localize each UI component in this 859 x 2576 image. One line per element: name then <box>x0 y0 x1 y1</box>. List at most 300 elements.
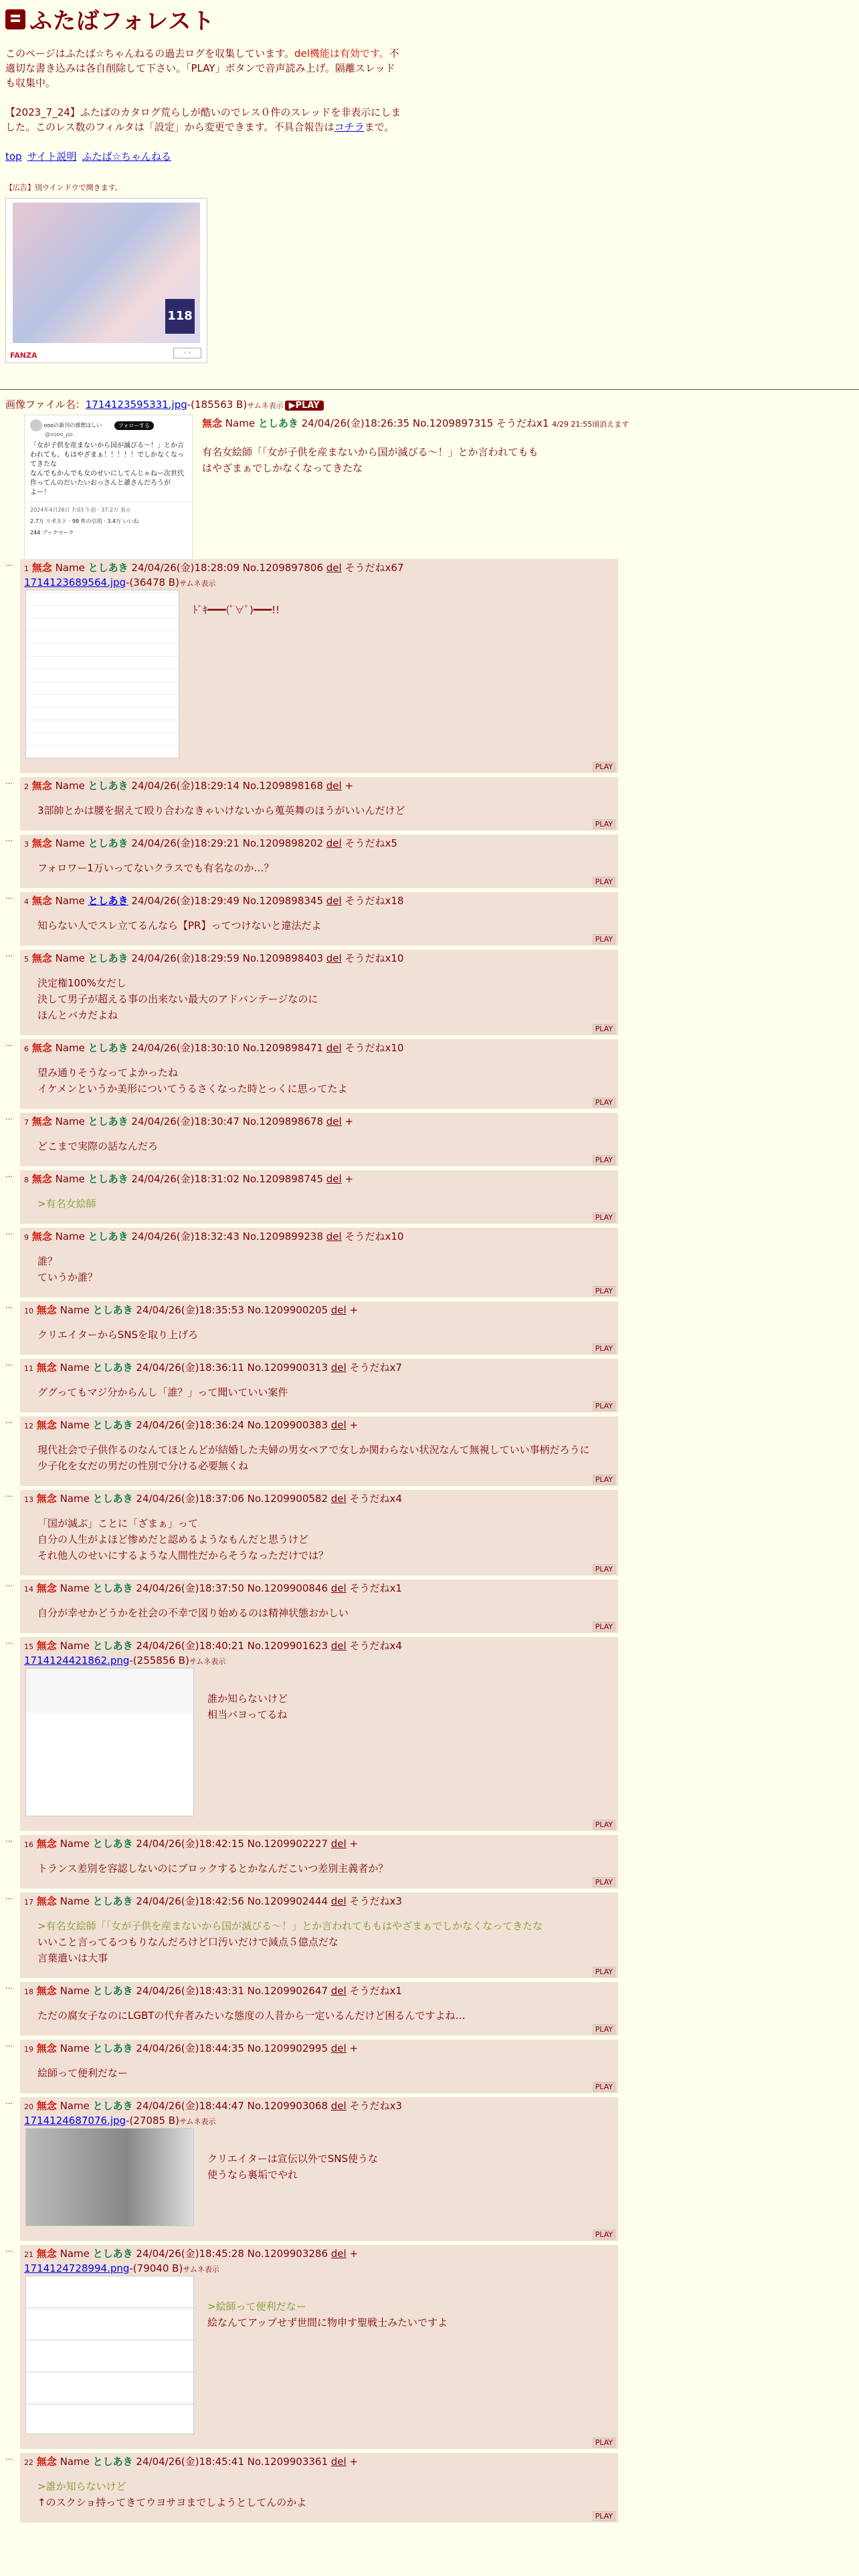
reply-number: 4 <box>24 897 29 906</box>
reply-no: No.1209899238 <box>242 1230 323 1243</box>
op-play-button[interactable]: ▶PLAY <box>285 401 324 411</box>
reply-text <box>37 975 615 1023</box>
futaba-logo-icon[interactable] <box>5 9 25 29</box>
reply-post <box>5 892 618 946</box>
reply-no: No.1209898403 <box>242 952 323 964</box>
sodane-button[interactable]: + <box>345 1115 354 1128</box>
reply-datetime: 24/04/26(金)18:29:14 <box>131 780 240 792</box>
reply-post <box>5 1301 618 1355</box>
reply-body <box>20 2097 618 2241</box>
reply-body <box>20 1359 618 1412</box>
reply-number: 2 <box>24 782 29 791</box>
ad-carousel-controls[interactable]: ‹ › <box>173 348 201 358</box>
op-file-link[interactable]: 1714123595331.jpg <box>85 399 187 411</box>
reply-file-line <box>24 1654 615 1667</box>
reply-header <box>24 1491 615 1507</box>
reply-datetime: 24/04/26(金)18:36:11 <box>136 1362 244 1374</box>
reply-no: No.1209898678 <box>242 1115 323 1128</box>
sodane-button[interactable]: + <box>349 2248 359 2260</box>
reply-header <box>24 836 615 852</box>
del-button[interactable]: del <box>330 2042 347 2054</box>
reply-text <box>37 1605 615 1621</box>
sodane-button[interactable]: + <box>349 1304 359 1316</box>
reply-subject: 無念 <box>36 2100 57 2112</box>
reply-no: No.1209898345 <box>242 895 323 907</box>
reply-name-label: Name <box>55 895 85 907</box>
reply-name: としあき <box>88 1230 128 1243</box>
play-button[interactable]: PLAY <box>593 1564 615 1574</box>
text-line: フォロワー1万いってないクラスでも有名なのか…？ <box>37 862 274 874</box>
del-button[interactable]: del <box>330 2456 347 2468</box>
report-link[interactable]: コチラ <box>334 121 365 133</box>
reply-datetime: 24/04/26(金)18:36:24 <box>136 1419 244 1431</box>
reply-name-label: Name <box>55 1230 85 1243</box>
reply-name: としあき <box>92 1362 133 1374</box>
text-line: トランス差別を容認しないのにブロックするとかなんだこいつ差別主義者か？ <box>37 1862 389 1874</box>
text-line: 使うなら裏垢でやれ <box>207 2169 298 2181</box>
reply-header <box>24 1983 615 2000</box>
text-line: 3部帥とかは腰を据えて殴り合わなきゃいけないから蒐英舞のほうがいいんだけど <box>37 804 405 817</box>
reply-marker: … <box>5 1835 12 1844</box>
play-button[interactable]: PLAY <box>593 934 615 944</box>
reply-post <box>5 1835 618 1889</box>
reply-header <box>24 1836 615 1852</box>
play-button[interactable]: PLAY <box>593 1401 615 1411</box>
ad-badge: 118 <box>165 299 195 334</box>
reply-datetime: 24/04/26(金)18:43:31 <box>136 1985 244 1997</box>
reply-name-label: Name <box>60 1419 90 1431</box>
del-button[interactable]: del <box>330 2248 347 2260</box>
play-button[interactable]: PLAY <box>593 1344 615 1354</box>
reply-datetime: 24/04/26(金)18:35:53 <box>136 1304 244 1316</box>
reply-number: 3 <box>24 840 29 849</box>
play-button[interactable]: PLAY <box>593 1877 615 1887</box>
reply-body <box>20 1893 618 1978</box>
reply-no: No.1209900846 <box>247 1582 328 1594</box>
sodane-button[interactable]: そうだねx1 <box>349 1582 402 1594</box>
reply-number: 21 <box>24 2250 33 2259</box>
reply-body <box>20 2245 618 2449</box>
reply-no: No.1209898745 <box>242 1173 323 1185</box>
reply-datetime: 24/04/26(金)18:44:47 <box>136 2100 244 2112</box>
del-button[interactable]: del <box>330 1582 347 1594</box>
reply-file-link[interactable]: 1714124728994.png <box>24 2262 130 2274</box>
reply-body <box>20 2040 618 2093</box>
reply-name: としあき <box>92 1838 133 1850</box>
reply-text <box>37 1253 615 1285</box>
reply-post <box>5 777 618 831</box>
reply-header <box>24 2041 615 2057</box>
sodane-button[interactable]: そうだねx10 <box>345 952 404 964</box>
play-button[interactable]: PLAY <box>593 877 615 887</box>
reply-file-line <box>24 576 615 588</box>
reply-marker: … <box>5 2245 12 2254</box>
reply-marker: … <box>5 1170 12 1179</box>
reply-post <box>5 1170 618 1224</box>
reply-name-label: Name <box>55 780 85 792</box>
sodane-button[interactable]: そうだねx3 <box>349 2100 402 2112</box>
reply-name-label: Name <box>60 1640 90 1652</box>
reply-text <box>37 2008 615 2024</box>
reply-no: No.1209898471 <box>242 1042 323 1054</box>
play-button[interactable]: PLAY <box>593 2511 615 2521</box>
del-button[interactable]: del <box>330 1493 347 1505</box>
tweet-text: 「女が子供を産まないから国が滅びる〜！」とか言われても、もはやざまぁ！！！！！でしかなくなってきたな なんでもかんでも女のせいにしてんじゃねー次世代作ってんのだいたいおっさんと爺さんだろうが よー！ <box>30 442 184 496</box>
reply-header <box>24 1581 615 1597</box>
reply-header <box>24 2099 615 2115</box>
play-button[interactable]: PLAY <box>593 1820 615 1830</box>
reply-datetime: 24/04/26(金)18:29:21 <box>131 837 240 849</box>
header-divider <box>0 389 859 390</box>
sodane-button[interactable]: そうだねx67 <box>345 562 404 574</box>
reply-datetime: 24/04/26(金)18:37:50 <box>136 1582 244 1594</box>
reply-body <box>20 1637 618 1831</box>
del-button[interactable]: del <box>326 895 342 907</box>
reply-subject: 無念 <box>31 952 52 964</box>
play-button[interactable]: PLAY <box>593 762 615 772</box>
reply-marker: … <box>5 1039 12 1048</box>
reply-no: No.1209900205 <box>247 1304 328 1316</box>
reply-header <box>24 1041 615 1057</box>
del-button[interactable]: del <box>326 780 342 792</box>
reply-header <box>24 1418 615 1434</box>
reply-body <box>20 1301 618 1355</box>
ad-banner[interactable] <box>5 198 207 363</box>
reply-file-size: -(27085 B) <box>126 2115 179 2127</box>
site-title[interactable]: ふたばフォレスト <box>29 8 215 35</box>
reply-name: としあき <box>92 1304 133 1316</box>
reply-no: No.1209903068 <box>247 2100 328 2112</box>
reply-datetime: 24/04/26(金)18:28:09 <box>131 562 240 574</box>
text-line: 少子化を女だの男だの性別で分ける必要無くね <box>37 1460 249 1472</box>
text-line: 自分が幸せかどうかを社会の不幸で図り始めるのは精神状態おかしい <box>37 1607 349 1619</box>
reply-list <box>5 559 618 2527</box>
op-header: 無念 Name としあき 24/04/26(金)18:26:35 No.1209897315 そうだねx1 4/29 21:55頃消えます <box>202 417 630 429</box>
reply-marker: … <box>5 1893 12 1901</box>
reply-subject: 無念 <box>36 1362 57 1374</box>
reply-subject: 無念 <box>36 2248 57 2260</box>
text-line: 自分の人生がよほど惨めだと認めるようなもんだと思うけど <box>37 1533 309 1545</box>
op-expire: 4/29 21:55頃消えます <box>552 420 630 429</box>
reply-post <box>5 1416 618 1486</box>
del-button[interactable]: del <box>330 1640 347 1652</box>
sodane-button[interactable]: + <box>349 2042 359 2054</box>
reply-datetime: 24/04/26(金)18:45:28 <box>136 2248 244 2260</box>
reply-subject: 無念 <box>36 1493 57 1505</box>
reply-file-size: -(36478 B) <box>126 576 179 588</box>
reply-post <box>5 1982 618 2036</box>
sodane-button[interactable]: そうだねx5 <box>345 837 397 849</box>
reply-datetime: 24/04/26(金)18:32:43 <box>131 1230 240 1243</box>
ad-note: 【広告】別ウインドウで開きます。 <box>5 183 122 192</box>
reply-number: 15 <box>24 1642 33 1651</box>
nav-top-link[interactable]: top <box>5 150 22 163</box>
sodane-button[interactable]: そうだねx3 <box>349 1895 402 1907</box>
reply-post <box>5 1490 618 1576</box>
op-sodane-button[interactable]: そうだねx1 <box>496 417 549 429</box>
reply-body <box>20 559 618 773</box>
play-button[interactable]: PLAY <box>593 2024 615 2034</box>
text-line: 相当バヨってるね <box>207 1709 288 1721</box>
reply-no: No.1209903361 <box>247 2456 328 2468</box>
reply-marker: … <box>5 559 12 568</box>
reply-marker: … <box>5 1982 12 1991</box>
reply-name: としあき <box>88 1173 128 1185</box>
reply-no: No.1209903286 <box>247 2248 328 2260</box>
reply-marker: … <box>5 1490 12 1499</box>
reply-post <box>5 1580 618 1633</box>
reply-header <box>24 1114 615 1130</box>
text-line: 決定権100%女だし <box>37 977 126 989</box>
thumb-toggle[interactable]: サムネ表示 <box>189 1657 226 1666</box>
del-button[interactable]: del <box>326 1230 342 1243</box>
sodane-button[interactable]: + <box>349 2456 359 2468</box>
text-line: イケメンというか美形についてうるさくなった時とっくに思ってたよ <box>37 1083 348 1095</box>
reply-subject: 無念 <box>31 1230 52 1243</box>
del-button[interactable]: del <box>326 562 342 574</box>
reply-name-label: Name <box>55 1173 85 1185</box>
reply-post <box>5 1893 618 1978</box>
reply-subject: 無念 <box>36 1985 57 1997</box>
reply-header <box>24 1360 615 1376</box>
manga-thumbnail[interactable] <box>25 590 179 758</box>
reply-header <box>24 778 615 794</box>
del-button[interactable]: del <box>330 1419 347 1431</box>
reply-header <box>24 1172 615 1188</box>
reply-text <box>37 860 615 876</box>
reply-text <box>37 918 615 934</box>
play-button[interactable]: PLAY <box>593 2230 615 2240</box>
reply-subject: 無念 <box>36 1419 57 1431</box>
play-button[interactable]: PLAY <box>593 1097 615 1107</box>
text-line: 絵師って便利だなー <box>37 2067 128 2079</box>
thumb-toggle[interactable]: サムネ表示 <box>179 2117 216 2126</box>
reply-text <box>37 1860 615 1876</box>
reply-header <box>24 2454 615 2470</box>
reply-text <box>37 1327 615 1343</box>
text-line: 現代社会で子供作るのなんてほとんどが結婚した夫婦の男女ペアで女しか関わらない状況なんて無視していい事柄だろうに <box>37 1444 590 1456</box>
del-button[interactable]: del <box>330 1985 347 1997</box>
reply-text <box>37 1515 615 1564</box>
play-button[interactable]: PLAY <box>593 1286 615 1296</box>
reply-name-label: Name <box>60 2042 90 2054</box>
reply-file-size: -(79040 B) <box>129 2262 183 2274</box>
reply-no: No.1209897806 <box>242 562 323 574</box>
reply-name: としあき <box>92 2248 133 2260</box>
quote-line: >有名女絵師 <box>37 1198 96 1210</box>
reply-body <box>20 1113 618 1166</box>
reply-subject: 無念 <box>36 2042 57 2054</box>
reply-datetime: 24/04/26(金)18:30:10 <box>131 1042 240 1054</box>
reply-name[interactable]: としあき <box>88 895 128 907</box>
reply-file-line <box>24 2262 615 2274</box>
thumb-toggle[interactable]: サムネ表示 <box>179 579 216 588</box>
reply-header <box>24 2246 615 2262</box>
text-line: 言葉遣いは大事 <box>37 1952 108 1964</box>
play-button[interactable]: PLAY <box>593 1155 615 1165</box>
text-line: いいこと言ってるつもりなんだろけど口汚いだけで減点５億点だな <box>37 1936 339 1948</box>
reply-name-label: Name <box>60 1582 90 1594</box>
site-header <box>5 3 407 363</box>
play-button[interactable]: PLAY <box>593 1967 615 1977</box>
reply-name-label: Name <box>60 2248 90 2260</box>
reply-number: 11 <box>24 1364 33 1373</box>
reply-body <box>20 1580 618 1633</box>
reply-header <box>24 1303 615 1319</box>
manga-thumbnail[interactable] <box>25 2128 194 2226</box>
intro-paragraph-2: 【2023_7_24】ふたばのカタログ荒らしが酷いのでレス０件のスレッドを非表示にしました。このレス数のフィルタは「設定」から変更できます。不具合報告はコチラまで。 <box>5 106 401 133</box>
reply-text <box>37 1196 615 1212</box>
reply-name: としあき <box>88 952 128 964</box>
reply-header <box>24 1894 615 1910</box>
text-line: ↑のスクショ持ってきてウヨサヨまでしようとしてんのかよ <box>37 2496 307 2508</box>
play-button[interactable]: PLAY <box>593 1212 615 1222</box>
text-line: 「国が滅ぶ」ことに「ざまぁ」って <box>37 1517 199 1529</box>
reply-number: 18 <box>24 1988 33 1996</box>
reply-datetime: 24/04/26(金)18:37:06 <box>136 1493 244 1505</box>
play-button[interactable]: PLAY <box>593 819 615 829</box>
screenshot-thumbnail[interactable] <box>25 2276 194 2434</box>
reply-header <box>24 1638 615 1654</box>
reply-number: 5 <box>24 955 29 964</box>
reply-subject: 無念 <box>36 2456 57 2468</box>
reply-name: としあき <box>88 1042 128 1054</box>
text-line: どこまで実際の話なんだろ <box>37 1140 159 1152</box>
reply-body <box>20 1416 618 1486</box>
nav-help-link[interactable]: サイト説明 <box>27 150 77 163</box>
del-button[interactable]: del <box>326 837 342 849</box>
reply-marker: … <box>5 950 12 958</box>
reply-file-link[interactable]: 1714124687076.jpg <box>24 2115 126 2127</box>
reply-datetime: 24/04/26(金)18:29:49 <box>131 895 240 907</box>
sodane-button[interactable]: + <box>349 1838 359 1850</box>
reply-body <box>20 777 618 831</box>
play-button[interactable]: PLAY <box>593 2082 615 2092</box>
sodane-button[interactable]: そうだねx18 <box>345 895 404 907</box>
reply-header <box>24 951 615 967</box>
op-thumb-toggle[interactable]: サムネ表示 <box>247 401 284 410</box>
reply-name: としあき <box>92 1985 133 1997</box>
screenshot-thumbnail[interactable] <box>25 1668 194 1816</box>
reply-text <box>37 1138 615 1154</box>
text-line: ただの腐女子なのにLGBTの代弁者みたいな態度の人昔から一定いるんだけど困るんですよね… <box>37 2010 466 2022</box>
sodane-button[interactable]: + <box>345 1173 354 1185</box>
reply-name-label: Name <box>60 1985 90 1997</box>
del-button[interactable]: del <box>326 952 342 964</box>
sodane-button[interactable]: そうだねx4 <box>349 1640 402 1652</box>
text-line: クリエイターは宣伝以外でSNS使うな <box>207 2153 378 2165</box>
reply-post <box>5 559 618 773</box>
reply-file-link[interactable]: 1714124421862.png <box>24 1654 130 1667</box>
reply-text <box>37 2478 615 2510</box>
reply-marker: … <box>5 1359 12 1368</box>
play-button[interactable]: PLAY <box>593 1475 615 1485</box>
text-line: ていうか誰？ <box>37 1271 98 1283</box>
del-button[interactable]: del <box>330 1895 347 1907</box>
reply-text <box>37 2065 615 2081</box>
reply-name: としあき <box>92 2456 133 2468</box>
reply-post <box>5 1113 618 1166</box>
text-line: クリエイターからSNSを取り上げろ <box>37 1329 198 1341</box>
site-intro <box>5 46 403 134</box>
reply-no: No.1209902444 <box>247 1895 328 1907</box>
play-button[interactable]: PLAY <box>593 1622 615 1632</box>
reply-body <box>20 892 618 946</box>
reply-number: 12 <box>24 1422 33 1430</box>
reply-post <box>5 950 618 1035</box>
sodane-button[interactable]: そうだねx10 <box>345 1042 404 1054</box>
reply-no: No.1209898202 <box>242 837 323 849</box>
nav-futaba-link[interactable]: ふたば☆ちゃんねる <box>82 150 171 163</box>
play-button[interactable]: PLAY <box>593 1024 615 1034</box>
reply-body <box>20 1835 618 1889</box>
reply-name-label: Name <box>60 2100 90 2112</box>
del-button[interactable]: del <box>330 1838 347 1850</box>
reply-number: 14 <box>24 1585 33 1594</box>
reply-datetime: 24/04/26(金)18:30:47 <box>131 1115 240 1128</box>
reply-text <box>37 1384 615 1400</box>
reply-name-label: Name <box>55 837 85 849</box>
text-line: ググってもマジ分からんし「誰？」って聞いていい案件 <box>37 1386 288 1398</box>
reply-name: としあき <box>88 562 128 574</box>
reply-body <box>20 1039 618 1109</box>
reply-marker: … <box>5 1416 12 1425</box>
reply-number: 20 <box>24 2103 33 2111</box>
reply-post <box>5 2097 618 2241</box>
reply-name-label: Name <box>55 562 85 574</box>
del-button[interactable]: del <box>326 1115 342 1128</box>
del-button[interactable]: del <box>330 2100 347 2112</box>
sodane-button[interactable]: そうだねx1 <box>349 1985 402 1997</box>
reply-name-label: Name <box>60 1304 90 1316</box>
del-button[interactable]: del <box>326 1042 342 1054</box>
reply-marker: … <box>5 1637 12 1646</box>
play-button[interactable]: PLAY <box>593 2438 615 2448</box>
reply-marker: … <box>5 2040 12 2048</box>
quote-line: >誰か知らないけど <box>37 2480 126 2492</box>
reply-post <box>5 2245 618 2449</box>
reply-number: 6 <box>24 1045 29 1053</box>
del-button[interactable]: del <box>330 1304 347 1316</box>
reply-no: No.1209900383 <box>247 1419 328 1431</box>
op-thumbnail-image[interactable] <box>24 415 193 560</box>
op-body: 有名女絵師「「女が子供を産まないから国が滅びる〜！」とか言われてもも はやざまぁでしかなくなってきたな <box>202 446 539 474</box>
reply-no: No.1209902227 <box>247 1838 328 1850</box>
del-button[interactable]: del <box>330 1362 347 1374</box>
sodane-button[interactable]: そうだねx7 <box>349 1362 402 1374</box>
reply-no: No.1209898168 <box>242 780 323 792</box>
sodane-button[interactable]: + <box>345 780 354 792</box>
reply-name: としあき <box>92 1640 133 1652</box>
reply-marker: … <box>5 835 12 843</box>
del-button[interactable]: del <box>326 1173 342 1185</box>
reply-subject: 無念 <box>31 1042 52 1054</box>
reply-number: 9 <box>24 1233 29 1242</box>
sodane-button[interactable]: そうだねx4 <box>349 1493 402 1505</box>
reply-number: 8 <box>24 1176 29 1184</box>
reply-body <box>20 1170 618 1224</box>
reply-text <box>37 1442 615 1474</box>
reply-file-link[interactable]: 1714123689564.jpg <box>24 576 126 588</box>
sodane-button[interactable]: そうだねx10 <box>345 1230 404 1243</box>
reply-number: 1 <box>24 564 29 573</box>
text-line: 誰？ <box>37 1255 58 1267</box>
thumb-toggle[interactable]: サムネ表示 <box>183 2265 219 2274</box>
reply-marker: … <box>5 777 12 786</box>
reply-datetime: 24/04/26(金)18:42:15 <box>136 1838 244 1850</box>
op-post <box>5 397 855 536</box>
sodane-button[interactable]: + <box>349 1419 359 1431</box>
